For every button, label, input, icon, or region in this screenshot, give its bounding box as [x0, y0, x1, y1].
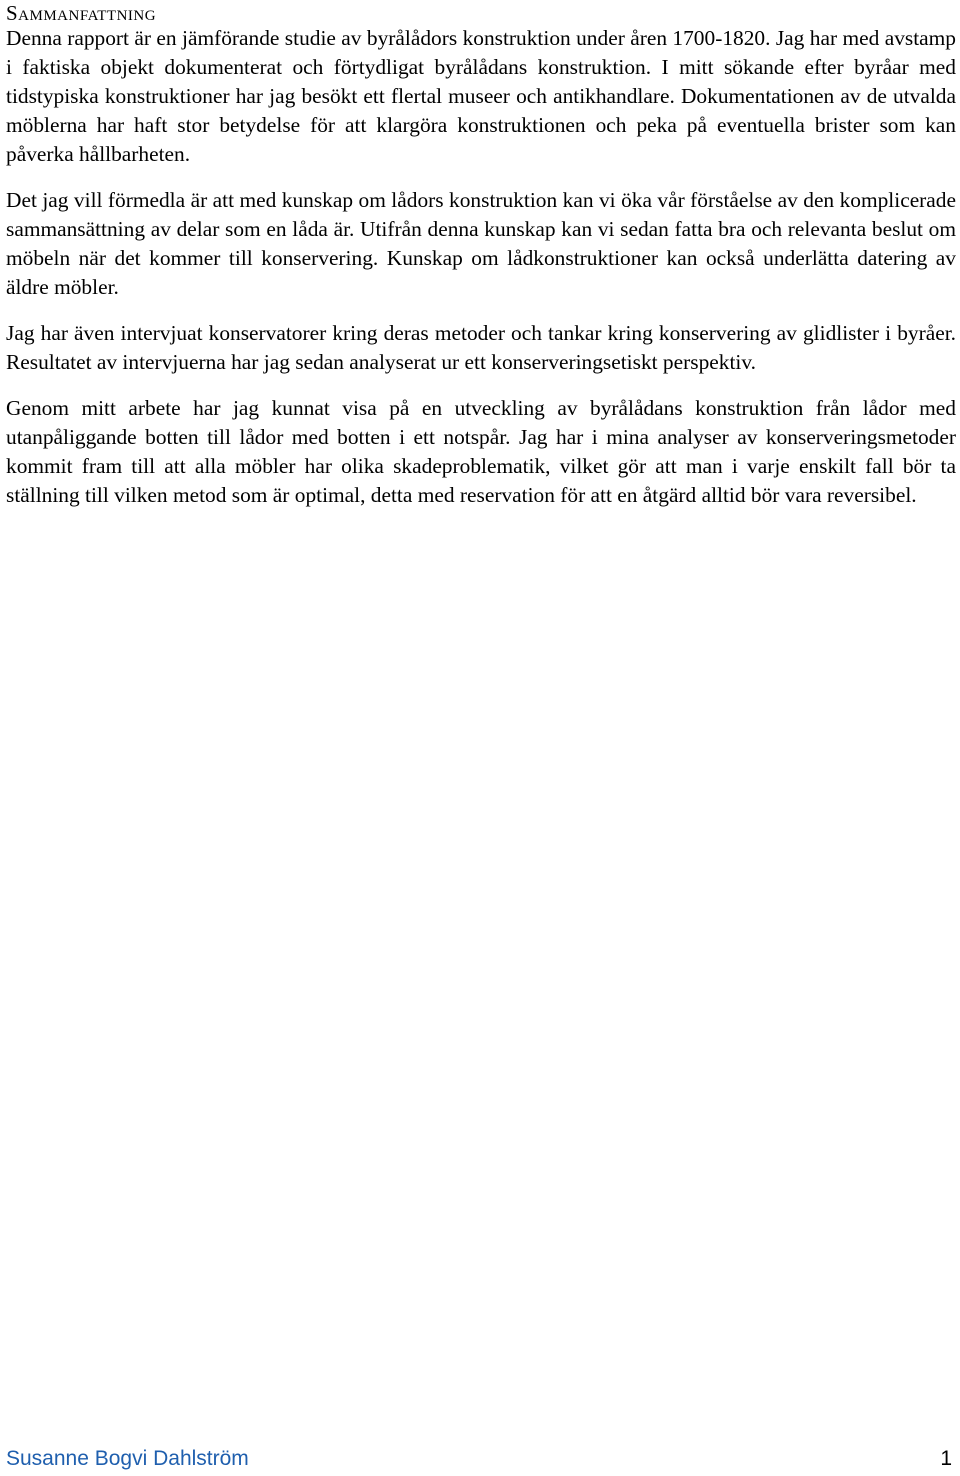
page-footer	[6, 1446, 952, 1472]
section-heading: Sammanfattning	[6, 1, 157, 25]
paragraph-1: Denna rapport är en jämförande studie av byrålådors konstruktion under åren 1700-1820. Jag har med avstamp i faktiska objekt dokumenterat och förtydligat byrålådans konstruktion. I mitt sökande efter byråar med tidstypiska konstruktioner har jag besökt ett flertal museer och antikhandlare. Dokumentationen av de utvalda möblerna har haft stor betydelse för att klargöra konstruktionen och peka på eventuella brister som kan påverka hållbarheten.	[6, 26, 956, 166]
page-number: 1	[940, 1447, 952, 1470]
paragraph-3: Jag har även intervjuat konservatorer kring deras metoder och tankar kring konservering av glidlister i byråer. Resultatet av intervjuerna har jag sedan analyserat ur ett konserveringsetiskt perspektiv.	[6, 321, 956, 374]
paragraph-4: Genom mitt arbete har jag kunnat visa på en utveckling av byrålådans konstruktion från lådor med utanpåliggande botten till lådor med botten i ett notspår. Jag har i mina analyser av konserveringsmetoder kommit fram till att alla möbler har olika skadeproblematik, vilket gör att man i varje enskilt fall bör ta ställning till vilken metod som är optimal, detta med reservation för att en åtgärd alltid bör vara reversibel.	[6, 396, 956, 507]
document-page	[6, 0, 956, 510]
paragraph-2: Det jag vill förmedla är att med kunskap om lådors konstruktion kan vi öka vår förståelse av den komplicerade sammansättning av delar som en låda är. Utifrån denna kunskap kan vi sedan fatta bra och relevanta beslut om möbeln när det kommer till konservering. Kunskap om lådkonstruktioner kan också underlätta datering av äldre möbler.	[6, 188, 956, 299]
footer-author: Susanne Bogvi Dahlström	[6, 1447, 249, 1470]
